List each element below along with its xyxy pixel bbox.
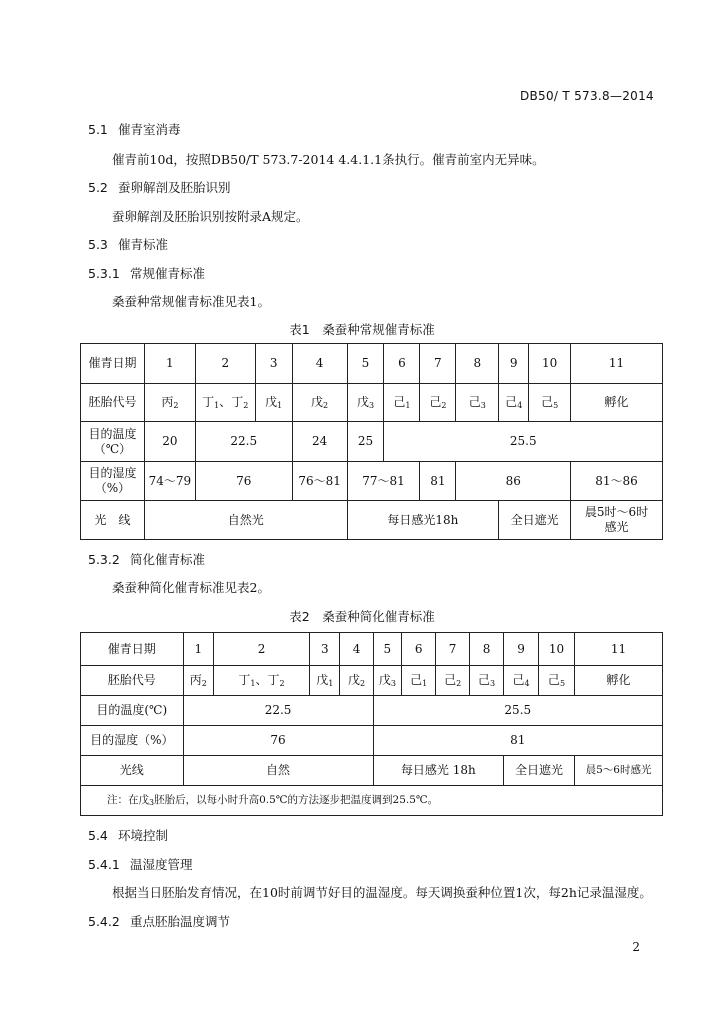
paragraph-5-3-1: 桑蚕种常规催青标准见表1。	[112, 294, 270, 309]
table1-embryo-cell: 己$_4$	[499, 384, 529, 422]
table1-embryo-cell: 己$_1$	[384, 384, 420, 422]
table2-day-cell: 9	[504, 633, 539, 666]
heading-5-4-2: 5.4.2 重点胚胎温度调节	[88, 914, 231, 929]
table2-temp-label: 目的温度(℃)	[81, 696, 184, 726]
table1-caption: 表1 桑蚕种常规催青标准	[289, 322, 435, 337]
table2-day-cell: 7	[436, 633, 470, 666]
table1-temp-cell: 25	[347, 422, 384, 462]
table1-embryo-cell: 戊$_2$	[292, 384, 347, 422]
table2-embryo-cell: 己$_2$	[436, 666, 470, 696]
table2-embryo-cell: 戊$_3$	[373, 666, 402, 696]
table2-days-label: 催青日期	[81, 633, 184, 666]
table1-humidity-cell: 76	[195, 462, 292, 501]
table1-day-cell: 4	[292, 344, 347, 384]
table2-humidity-label: 目的湿度（%）	[81, 726, 184, 756]
paragraph-5-2: 蚕卵解剖及胚胎识别按附录A规定。	[112, 209, 309, 224]
table1-row-embryo	[81, 384, 663, 422]
table1-embryo-cell: 戊$_1$	[255, 384, 292, 422]
table1-day-cell: 2	[195, 344, 255, 384]
heading-5-4-1: 5.4.1 温湿度管理	[88, 857, 193, 872]
table1-temp-cell: 24	[292, 422, 347, 462]
table1-day-cell: 8	[456, 344, 499, 384]
table2-day-cell: 6	[402, 633, 436, 666]
table1-embryo-cell: 丁$_1$、丁$_2$	[195, 384, 255, 422]
table2-caption: 表2 桑蚕种简化催青标准	[289, 609, 435, 624]
table1-humidity-cell: 86	[456, 462, 571, 501]
paragraph-5-3-2: 桑蚕种简化催青标准见表2。	[112, 580, 270, 595]
table2-row-humidity	[81, 726, 663, 756]
heading-5-4: 5.4 环境控制	[88, 828, 169, 843]
table1	[80, 343, 663, 540]
table2-temp-cell: 25.5	[373, 696, 662, 726]
table1-light-label: 光 线	[81, 501, 145, 540]
table1-light-cell: 自然光	[144, 501, 347, 540]
table2-day-cell: 1	[183, 633, 213, 666]
table1-row-days	[81, 344, 663, 384]
table1-row-humidity	[81, 462, 663, 501]
table2-embryo-label: 胚胎代号	[81, 666, 184, 696]
table1-embryo-cell: 己$_5$	[529, 384, 571, 422]
table2-row-light	[81, 756, 663, 786]
table1-humidity-cell: 74～79	[144, 462, 195, 501]
table2-embryo-cell: 戊$_2$	[340, 666, 373, 696]
table2-embryo-cell: 己$_5$	[538, 666, 574, 696]
table2-row-days	[81, 633, 663, 666]
table1-embryo-cell: 己$_3$	[456, 384, 499, 422]
table1-day-cell: 3	[255, 344, 292, 384]
table1-day-cell: 7	[420, 344, 456, 384]
table2-note: 注：在戊$_3$胚胎后，以每小时升高0.5℃的方法逐步把温度调到25.5℃。	[81, 786, 663, 816]
table2-day-cell: 5	[373, 633, 402, 666]
heading-5-3-2: 5.3.2 简化催青标准	[88, 552, 206, 567]
table2-embryo-cell: 己$_4$	[504, 666, 539, 696]
paragraph-5-1: 催青前10d，按照DB50/T 573.7-2014 4.4.1.1条执行。催青前室内无异味。	[112, 152, 545, 167]
table2-light-cell: 晨5～6时感光	[575, 756, 663, 786]
table2-row-note	[81, 786, 663, 816]
table2-day-cell: 2	[213, 633, 309, 666]
table1-days-label: 催青日期	[81, 344, 145, 384]
table2-humidity-cell: 81	[373, 726, 662, 756]
table2-row-embryo	[81, 666, 663, 696]
table1-temp-label: 目的温度 （℃）	[81, 422, 145, 462]
table1-humidity-label: 目的湿度 （%）	[81, 462, 145, 501]
table2-day-cell: 10	[538, 633, 574, 666]
table1-embryo-cell: 戊$_3$	[347, 384, 384, 422]
table1-day-cell: 10	[529, 344, 571, 384]
table1-embryo-label: 胚胎代号	[81, 384, 145, 422]
table1-row-light	[81, 501, 663, 540]
table2-temp-cell: 22.5	[183, 696, 373, 726]
table1-embryo-cell: 己$_2$	[420, 384, 456, 422]
heading-5-1: 5.1 催青室消毒	[88, 122, 181, 137]
table1-temp-cell: 20	[144, 422, 195, 462]
table1-day-cell: 11	[571, 344, 663, 384]
table1-humidity-cell: 81	[420, 462, 456, 501]
table1-light-cell: 全日遮光	[499, 501, 571, 540]
table2-humidity-cell: 76	[183, 726, 373, 756]
table2-embryo-cell: 己$_3$	[470, 666, 504, 696]
table1-day-cell: 9	[499, 344, 529, 384]
table1-light-cell: 晨5时～6时 感光	[571, 501, 663, 540]
table1-row-temp	[81, 422, 663, 462]
heading-5-2: 5.2 蚕卵解剖及胚胎识别	[88, 180, 231, 195]
table1-embryo-cell: 丙$_2$	[144, 384, 195, 422]
table1-humidity-cell: 77～81	[347, 462, 420, 501]
table1-humidity-cell: 76～81	[292, 462, 347, 501]
table1-day-cell: 1	[144, 344, 195, 384]
table1-light-cell: 每日感光18h	[347, 501, 499, 540]
table2-day-cell: 8	[470, 633, 504, 666]
table2-light-label: 光线	[81, 756, 184, 786]
table2-embryo-cell: 丁$_1$、丁$_2$	[213, 666, 309, 696]
table2-embryo-cell: 孵化	[575, 666, 663, 696]
table2-light-cell: 全日遮光	[504, 756, 575, 786]
table1-humidity-cell: 81～86	[571, 462, 663, 501]
table1-temp-cell: 22.5	[195, 422, 292, 462]
document-code: DB50/ T 573.8—2014	[519, 89, 654, 103]
table2-day-cell: 3	[310, 633, 340, 666]
table2-light-cell: 每日感光 18h	[373, 756, 504, 786]
heading-5-3: 5.3 催青标准	[88, 237, 169, 252]
table1-day-cell: 5	[347, 344, 384, 384]
table1-embryo-cell: 孵化	[571, 384, 663, 422]
heading-5-3-1: 5.3.1 常规催青标准	[88, 266, 206, 281]
table2-day-cell: 4	[340, 633, 373, 666]
table2-light-cell: 自然	[183, 756, 373, 786]
table2-row-temp	[81, 696, 663, 726]
table2-embryo-cell: 戊$_1$	[310, 666, 340, 696]
paragraph-5-4-1: 根据当日胚胎发育情况，在10时前调节好目的温湿度。每天调换蚕种位置1次，每2h记录温湿度。	[112, 885, 652, 900]
table2-embryo-cell: 丙$_2$	[183, 666, 213, 696]
table1-day-cell: 6	[384, 344, 420, 384]
page-number: 2	[632, 940, 640, 954]
table1-temp-cell: 25.5	[384, 422, 663, 462]
table2-day-cell: 11	[575, 633, 663, 666]
table2	[80, 632, 663, 816]
table2-embryo-cell: 己$_1$	[402, 666, 436, 696]
